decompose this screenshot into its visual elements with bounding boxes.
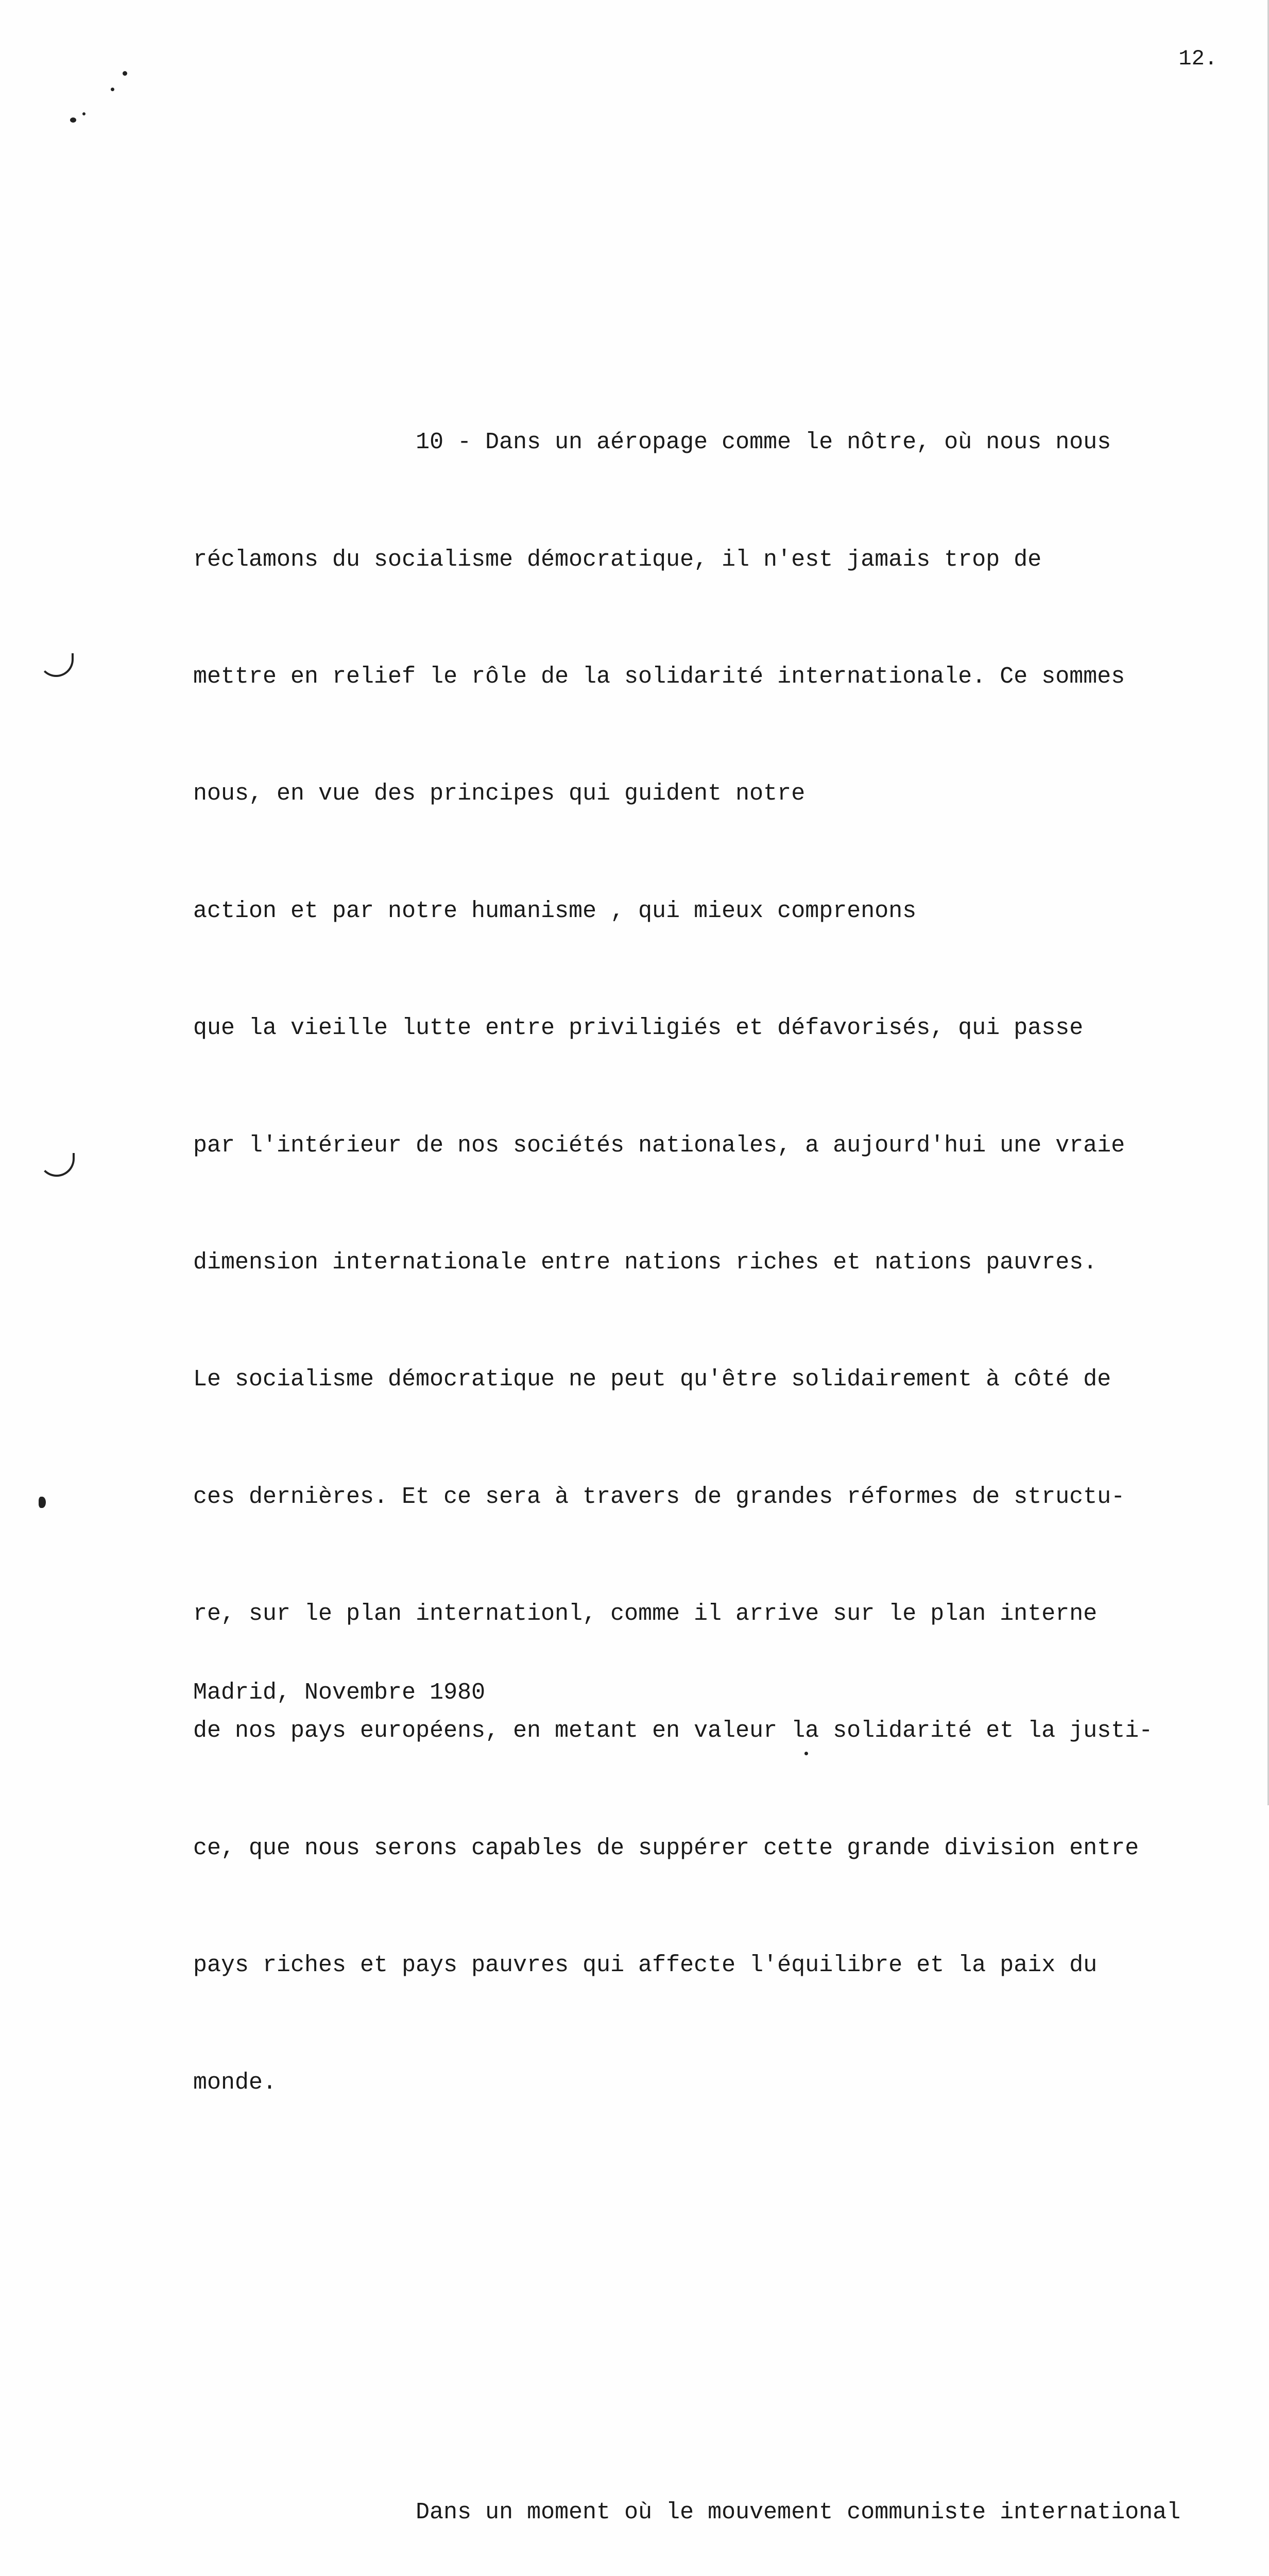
letter-body	[193, 267, 1269, 2576]
paragraph-gap	[193, 2259, 1269, 2337]
ink-speck	[70, 117, 76, 123]
text-line: par l'intérieur de nos sociétés nationales, a aujourd'hui une vraie	[193, 1132, 1125, 1159]
text-line: Le socialisme démocratique ne peut qu'être solidairement à côté de	[193, 1366, 1111, 1393]
text-line: réclamons du socialisme démocratique, il n'est jamais trop de	[193, 546, 1042, 573]
text-line: ces dernières. Et ce sera à travers de grandes réformes de structu-	[193, 1483, 1125, 1510]
text-line: action et par notre humanisme , qui mieux comprenons	[193, 897, 917, 924]
text-line: de nos pays européens, en metant en valeur la solidarité et la justi-	[193, 1718, 1153, 1744]
text-line: nous, en vue des principes qui guident notre	[193, 781, 805, 807]
text-line: Dans un moment où le mouvement communiste international	[193, 2499, 1181, 2526]
ink-speck	[111, 88, 114, 91]
text-line: 10 - Dans un aéropage comme le nôtre, où nous nous	[193, 429, 1111, 456]
text-line: ce, que nous serons capables de suppérer cette grande division entre	[193, 1835, 1139, 1861]
ink-speck	[82, 112, 85, 115]
text-line: dimension internationale entre nations riches et nations pauvres.	[193, 1249, 1097, 1276]
text-line: mettre en relief le rôle de la solidarité internationale. Ce sommes	[193, 663, 1125, 690]
ink-speck	[39, 1497, 46, 1508]
text-line: re, sur le plan internationl, comme il arrive sur le plan interne	[193, 1601, 1097, 1628]
place-date-signoff: Madrid, Novembre 1980	[193, 1680, 486, 1706]
margin-hole-mark	[39, 653, 74, 677]
text-line: pays riches et pays pauvres qui affecte l'équilibre et la paix du	[193, 1952, 1097, 1979]
margin-hole-mark	[39, 1153, 75, 1177]
text-line: monde.	[193, 2069, 277, 2096]
page-number: 12.	[1178, 46, 1217, 71]
text-line: que la vieille lutte entre priviligiés et défavorisés, qui passe	[193, 1015, 1084, 1042]
ink-speck	[123, 71, 127, 76]
paragraph-1	[193, 345, 1269, 2180]
paragraph-2	[193, 2415, 1269, 2576]
